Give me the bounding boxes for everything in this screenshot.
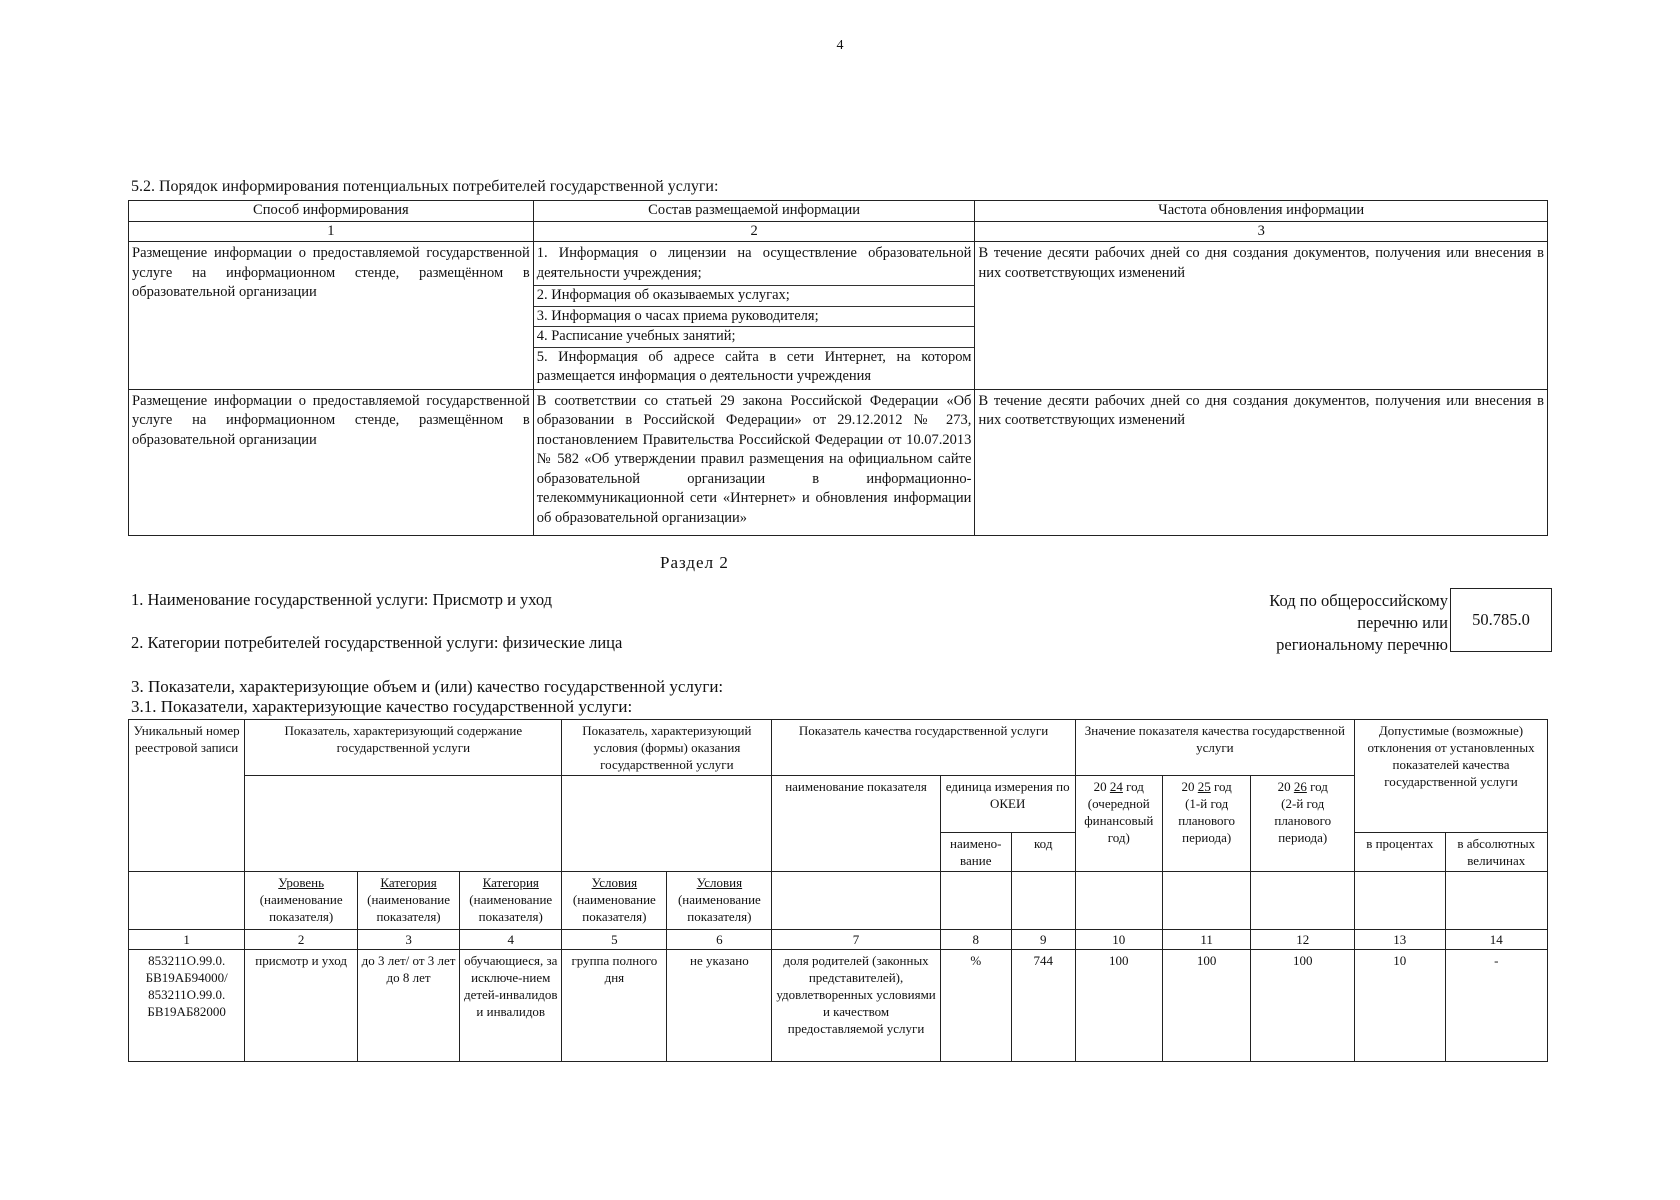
table-row — [129, 242, 1548, 390]
subheader-condition-2: Условия (наименование показателя) — [667, 872, 772, 930]
info-header-method: Способ информирования — [129, 201, 534, 222]
unit-code-header: код — [1011, 833, 1075, 872]
code-label-line: перечню или — [1357, 613, 1448, 632]
registry-code-value: 50.785.0 — [1450, 588, 1552, 652]
info-frequency-cell: В течение десяти рабочих дней со дня создания документов, получения или внесения в них соответствующих изменений — [975, 389, 1548, 535]
category-1-cell: до 3 лет/ от 3 лет до 8 лет — [357, 950, 459, 1062]
year-3-number: 26 — [1293, 779, 1307, 794]
subheader-condition-1: Условия (наименование показателя) — [562, 872, 667, 930]
quality-header-row — [129, 776, 1548, 833]
info-colnum: 2 — [533, 221, 975, 242]
content-line: 4. Расписание учебных занятий; — [534, 327, 975, 348]
quality-number-row — [129, 930, 1548, 950]
header-conditions: Показатель, характеризующий условия (формы) оказания государственной услуги — [562, 720, 772, 776]
header-value: Значение показателя качества государственной услуги — [1075, 720, 1354, 776]
unit-name-header: наимено-вание — [940, 833, 1011, 872]
code-label-line: Код по общероссийскому — [1269, 591, 1448, 610]
info-table — [128, 200, 1548, 536]
info-header-frequency: Частота обновления информации — [975, 201, 1548, 222]
header-registry: Уникальный номер реестровой записи — [129, 720, 245, 872]
deviation-absolute-cell: - — [1445, 950, 1548, 1062]
condition-1-cell: группа полного дня — [562, 950, 667, 1062]
quality-colnum: 6 — [667, 930, 772, 950]
quality-colnum: 8 — [940, 930, 1011, 950]
quality-colnum: 13 — [1355, 930, 1445, 950]
indicator-name-cell: доля родителей (законных представителей), удовлетворенных условиями и качеством предоставляемой услуги — [772, 950, 940, 1062]
quality-subheader-row — [129, 872, 1548, 930]
info-table-header-row — [129, 201, 1548, 222]
deviation-percent-header: в процентах — [1355, 833, 1445, 872]
content-line: 1. Информация о лицензии на осуществление образовательной деятельности учреждения; — [534, 242, 975, 286]
code-label-line: региональному перечню — [1276, 635, 1448, 654]
value-year-2-cell: 100 — [1162, 950, 1251, 1062]
level-cell: присмотр и уход — [245, 950, 358, 1062]
quality-colnum: 11 — [1162, 930, 1251, 950]
quality-colnum: 2 — [245, 930, 358, 950]
quality-colnum: 12 — [1251, 930, 1355, 950]
header-unit: единица измерения по ОКЕИ — [940, 776, 1075, 833]
quality-colnum: 14 — [1445, 930, 1548, 950]
content-line: 2. Информация об оказываемых услугах; — [534, 286, 975, 307]
info-frequency-cell: В течение десяти рабочих дней со дня создания документов, получения или внесения в них соответствующих изменений — [975, 242, 1548, 390]
unit-name-cell: % — [940, 950, 1011, 1062]
year-1-number: 24 — [1109, 779, 1123, 794]
content-line: 3. Информация о часах приема руководителя; — [534, 307, 975, 328]
subheader-category-2: Категория (наименование показателя) — [460, 872, 562, 930]
header-year-2: 20 25 год (1-й год планового периода) — [1162, 776, 1251, 872]
unit-code-cell: 744 — [1011, 950, 1075, 1062]
value-year-1-cell: 100 — [1075, 950, 1162, 1062]
info-content-cell: В соответствии со статьей 29 закона Российской Федерации «Об образовании в Российской Федерации» от 29.12.2012 № 273, постановлением Правительства Российской Федерации от 10.07.2013 № 582 «Об утверждении правил размещения на официальном сайте образовательной организации в информационно-телекоммуникационной сети «Интернет» и обновления информации об образовательной организации» — [533, 389, 975, 535]
year-2-number: 25 — [1197, 779, 1211, 794]
quality-colnum: 3 — [357, 930, 459, 950]
consumer-categories: 2. Категории потребителей государственной услуги: физические лица — [131, 633, 623, 652]
quality-colnum: 10 — [1075, 930, 1162, 950]
condition-2-cell: не указано — [667, 950, 772, 1062]
registry-code-label — [1240, 590, 1448, 656]
section-heading: Раздел 2 — [660, 553, 729, 572]
page-number: 4 — [836, 38, 844, 53]
info-colnum: 3 — [975, 221, 1548, 242]
table-row — [129, 950, 1548, 1062]
quality-colnum: 9 — [1011, 930, 1075, 950]
category-2-cell: обучающиеся, за исключе-нием детей-инвалидов и инвалидов — [460, 950, 562, 1062]
header-deviation: Допустимые (возможные) отклонения от установленных показателей качества государственной услуги — [1355, 720, 1548, 833]
deviation-percent-cell: 10 — [1355, 950, 1445, 1062]
value-year-3-cell: 100 — [1251, 950, 1355, 1062]
content-line: 5. Информация об адресе сайта в сети Интернет, на котором размещается информация о деятельности учреждения — [536, 348, 972, 384]
header-year-1: 20 24 год (очередной финансовый год) — [1075, 776, 1162, 872]
subheader-category-1: Категория (наименование показателя) — [357, 872, 459, 930]
header-quality: Показатель качества государственной услуги — [772, 720, 1075, 776]
quality-title: 3.1. Показатели, характеризующие качество государственной услуги: — [131, 697, 633, 716]
quality-colnum: 1 — [129, 930, 245, 950]
info-colnum: 1 — [129, 221, 534, 242]
registry-number-cell: 853211О.99.0. БВ19АБ94000/ 853211О.99.0. БВ19АБ82000 — [129, 950, 245, 1062]
info-method-cell: Размещение информации о предоставляемой государственной услуге на информационном стенде, размещённом в образовательной организации — [129, 242, 534, 390]
header-indicator-name: наименование показателя — [772, 776, 940, 872]
quality-table — [128, 719, 1548, 1062]
indicators-title: 3. Показатели, характеризующие объем и (или) качество государственной услуги: — [131, 677, 724, 696]
quality-colnum: 7 — [772, 930, 940, 950]
info-header-content: Состав размещаемой информации — [533, 201, 975, 222]
quality-header-row — [129, 720, 1548, 776]
info-table-number-row — [129, 221, 1548, 242]
info-content-cell — [533, 242, 975, 390]
header-year-3: 20 26 год (2-й год планового периода) — [1251, 776, 1355, 872]
service-name: 1. Наименование государственной услуги: Присмотр и уход — [131, 590, 553, 609]
deviation-absolute-header: в абсолютных величинах — [1445, 833, 1548, 872]
table-row — [129, 389, 1548, 535]
info-method-cell: Размещение информации о предоставляемой государственной услуге на информационном стенде, размещённом в образовательной организации — [129, 389, 534, 535]
quality-colnum: 5 — [562, 930, 667, 950]
subheader-level: Уровень (наименование показателя) — [245, 872, 358, 930]
header-content: Показатель, характеризующий содержание государственной услуги — [245, 720, 562, 776]
quality-colnum: 4 — [460, 930, 562, 950]
info-section-title: 5.2. Порядок информирования потенциальных потребителей государственной услуги: — [131, 178, 719, 195]
